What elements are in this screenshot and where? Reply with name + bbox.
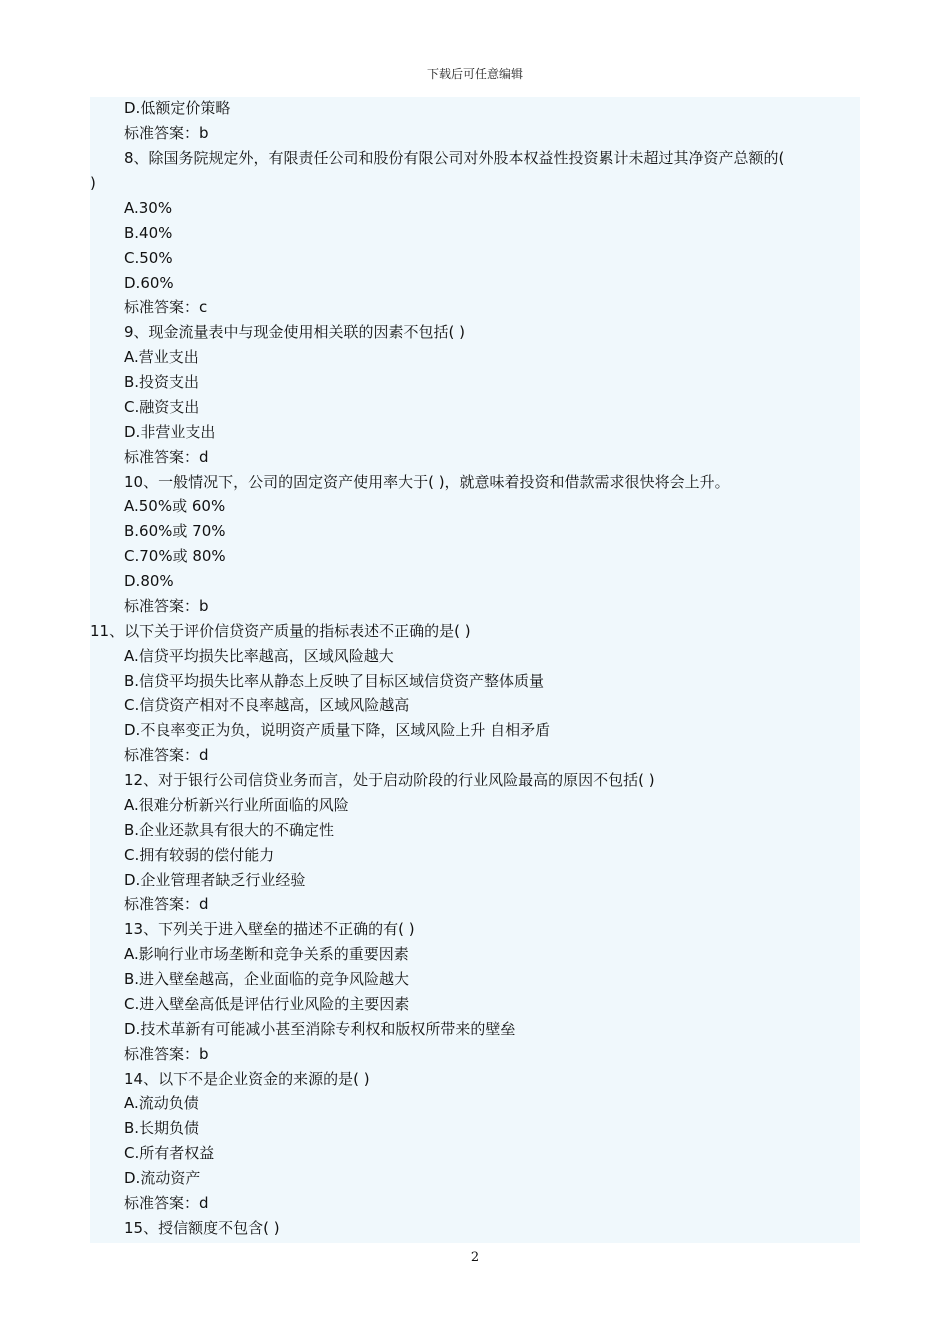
text-line: 11、以下关于评价信贷资产质量的指标表述不正确的是( ) [90, 622, 471, 640]
text-line: 12、对于银行公司信贷业务而言，处于启动阶段的行业风险最高的原因不包括( ) [124, 771, 655, 789]
text-line: ) [90, 174, 96, 192]
text-line: 9、现金流量表中与现金使用相关联的因素不包括( ) [124, 323, 466, 341]
text-line: A.营业支出 [124, 348, 199, 366]
text-line: B.长期负债 [124, 1119, 200, 1137]
text-line: 标准答案：b [124, 1045, 209, 1063]
text-line: 13、下列关于进入壁垒的描述不正确的有( ) [124, 920, 415, 938]
text-line: B.40% [124, 224, 173, 242]
text-line: C.拥有较弱的偿付能力 [124, 846, 275, 864]
text-line: D.流动资产 [124, 1169, 201, 1187]
text-line: 8、除国务院规定外，有限责任公司和股份有限公司对外股本权益性投资累计未超过其净资产总额的( [124, 149, 785, 167]
text-line: 标准答案：b [124, 597, 209, 615]
text-line: B.60%或 70% [124, 522, 226, 540]
text-line: B.信贷平均损失比率从静态上反映了目标区域信贷资产整体质量 [124, 672, 545, 690]
text-line: D.60% [124, 274, 174, 292]
document-body [90, 97, 860, 1243]
text-line: 标准答案：d [124, 895, 209, 913]
text-line: 15、授信额度不包含( ) [124, 1219, 280, 1237]
text-line: D.不良率变正为负，说明资产质量下降，区域风险上升 自相矛盾 [124, 721, 551, 739]
text-line: C.融资支出 [124, 398, 200, 416]
text-line: 标准答案：d [124, 1194, 209, 1212]
text-line: 10、一般情况下，公司的固定资产使用率大于( )，就意味着投资和借款需求很快将会上升。 [124, 473, 730, 491]
text-line: D.80% [124, 572, 174, 590]
text-line: 标准答案：d [124, 448, 209, 466]
text-line: A.30% [124, 199, 173, 217]
text-line: A.50%或 60% [124, 497, 226, 515]
text-line: C.70%或 80% [124, 547, 226, 565]
text-line: D.企业管理者缺乏行业经验 [124, 871, 306, 889]
text-line: A.流动负债 [124, 1094, 199, 1112]
text-line: D.技术革新有可能减小甚至消除专利权和版权所带来的壁垒 [124, 1020, 516, 1038]
text-line: B.进入壁垒越高，企业面临的竞争风险越大 [124, 970, 410, 988]
text-line: A.很难分析新兴行业所面临的风险 [124, 796, 349, 814]
text-line: D.非营业支出 [124, 423, 216, 441]
text-line: C.信贷资产相对不良率越高，区域风险越高 [124, 696, 410, 714]
text-line: 标准答案：c [124, 298, 208, 316]
page-number: 2 [470, 1250, 480, 1265]
text-line: B.投资支出 [124, 373, 200, 391]
text-line: C.50% [124, 249, 173, 267]
text-line: A.信贷平均损失比率越高，区域风险越大 [124, 647, 394, 665]
text-line: B.企业还款具有很大的不确定性 [124, 821, 335, 839]
text-line: D.低额定价策略 [124, 99, 231, 117]
text-line: A.影响行业市场垄断和竞争关系的重要因素 [124, 945, 409, 963]
text-line: C.所有者权益 [124, 1144, 215, 1162]
text-line: C.进入壁垒高低是评估行业风险的主要因素 [124, 995, 410, 1013]
text-line: 标准答案：b [124, 124, 209, 142]
text-line: 14、以下不是企业资金的来源的是( ) [124, 1070, 370, 1088]
text-line: 标准答案：d [124, 746, 209, 764]
page-header: 下载后可任意编辑 [426, 67, 523, 81]
